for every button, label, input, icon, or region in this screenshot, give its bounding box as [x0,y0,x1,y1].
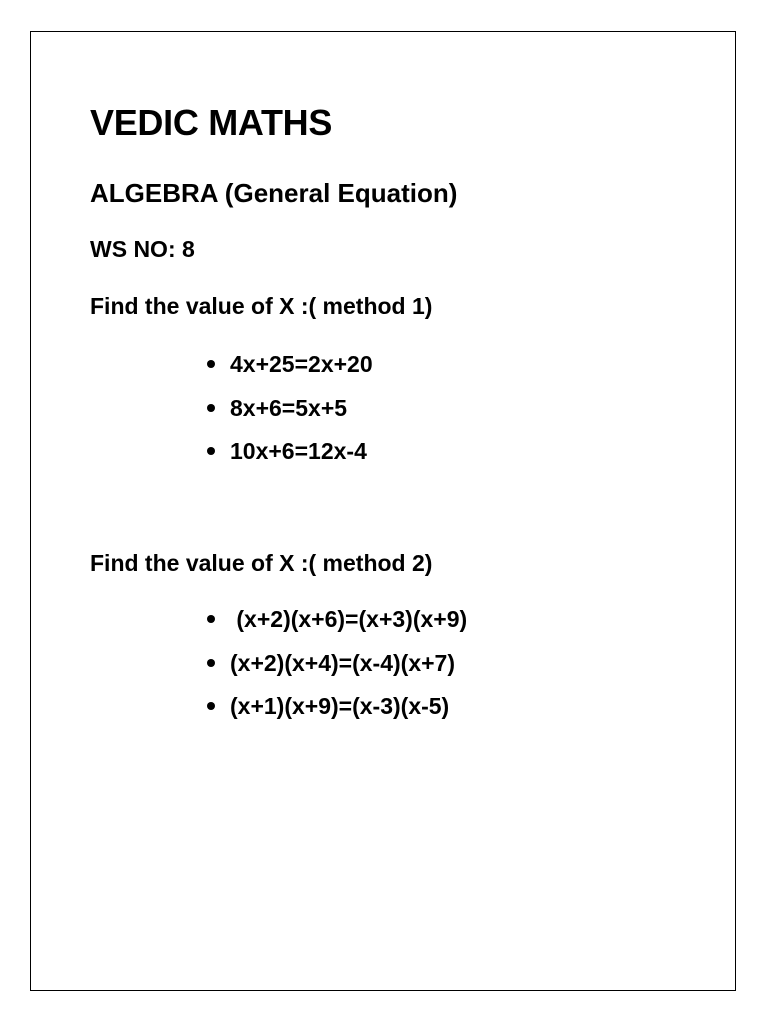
bullet-icon [207,447,215,455]
bullet-icon [207,615,215,623]
worksheet-content [90,100,690,719]
bullet-icon [207,360,215,368]
equation-item [205,348,373,392]
equation-text: (x+2)(x+6)=(x+3)(x+9) [230,606,468,632]
document-subtitle: ALGEBRA (General Equation) [90,178,458,208]
section-heading-method-2: Find the value of X :( method 2) [90,550,433,576]
equation-item [205,392,373,436]
page-border [30,31,736,991]
equation-list-method-2 [205,603,467,734]
equation-item [205,690,467,734]
equation-text: 8x+6=5x+5 [230,394,348,421]
equation-item [205,647,467,691]
document-title: VEDIC MATHS [90,102,333,143]
equation-item [205,603,467,647]
worksheet-number: WS NO: 8 [90,236,195,262]
section-heading-method-1: Find the value of X :( method 1) [90,293,433,319]
bullet-icon [207,659,215,667]
equation-list-method-1 [205,348,373,479]
bullet-icon [207,404,215,412]
equation-text: (x+1)(x+9)=(x-3)(x-5) [230,693,450,719]
bullet-icon [207,702,215,710]
equation-text: 4x+25=2x+20 [230,351,373,377]
equation-item [205,435,373,479]
equation-text: 10x+6=12x-4 [230,438,367,464]
equation-text: (x+2)(x+4)=(x-4)(x+7) [230,649,455,676]
